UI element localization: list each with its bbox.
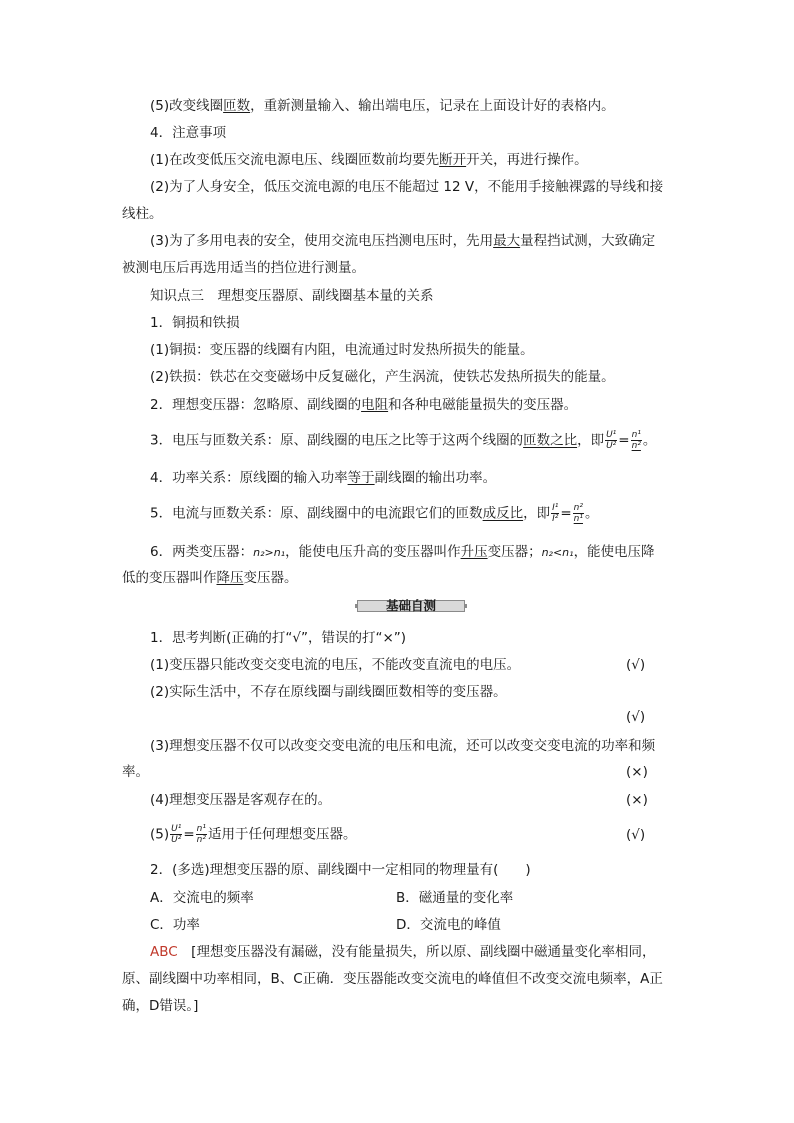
judgement-1-mark: (√) [626, 657, 646, 673]
note-1: (1)在改变低压交流电源电压、线圈匝数前均要先断开开关，再进行操作。 [150, 152, 588, 168]
self-test-badge: 基础自测 [357, 597, 465, 615]
option-d: D．交流电的峰值 [396, 917, 501, 933]
voltage-ratio-line: 3．电压与匝数关系：原、副线圈的电压之比等于这两个线圈的匝数之比，即 $\frac{\text{U¹}}{\text{U²}}$ = $\frac{\text{n¹}}{\text{n²}}$ 。 [150, 430, 657, 451]
transformer-types-line-1: 6．两类变压器：n₂>n₁，能使电压升高的变压器叫作升压变压器；n₂<n₁，能使电压降 [150, 544, 655, 560]
answer-key: ABC [150, 944, 178, 960]
loss-heading: 1．铜损和铁损 [150, 315, 240, 331]
step-5-line: (5)改变线圈匝数，重新测量输入、输出端电压，记录在上面设计好的表格内。 [150, 98, 615, 114]
note-2-line-2: 线柱。 [122, 206, 163, 222]
iron-loss: (2)铁损：铁芯在交变磁场中反复磁化，产生涡流，使铁芯发热所损失的能量。 [150, 369, 615, 385]
option-a: A．交流电的频率 [150, 890, 254, 906]
judgement-3-line-2: 率。 [122, 764, 149, 780]
judge5-lhs-fraction: $\frac{\text{U¹}}{\text{U²}}$ [171, 824, 182, 845]
knowledge-point-3-heading: 知识点三 理想变压器原、副线圈基本量的关系 [150, 288, 434, 304]
voltage-rhs-fraction: $\frac{\text{n¹}}{\text{n²}}$ [631, 430, 641, 451]
option-b: B．磁通量的变化率 [396, 890, 514, 906]
judge5-rhs-fraction: $\frac{\text{n¹}}{\text{n²}}$ [196, 824, 206, 845]
option-c: C．功率 [150, 917, 200, 933]
judgement-5-mark: (√) [626, 827, 646, 843]
section-4-heading: 4．注意事项 [150, 125, 227, 141]
judgement-5: (5) $\frac{\text{U¹}}{\text{U²}}$ = $\frac{\text{n¹}}{\text{n²}}$ 适用于任何理想变压器。 [150, 824, 357, 845]
judgement-4-mark: (×) [626, 792, 648, 808]
note-2-line-1: (2)为了人身安全，低压交流电源的电压不能超过 12 V，不能用手接触裸露的导线和接 [150, 179, 664, 195]
copper-loss: (1)铜损：变压器的线圈有内阻，电流通过时发热所损失的能量。 [150, 342, 534, 358]
note-3-line-1: (3)为了多用电表的安全，使用交流电压挡测电压时，先用最大量程挡试测，大致确定 [150, 233, 656, 249]
power-relation: 4．功率关系：原线圈的输入功率等于副线圈的输出功率。 [150, 470, 497, 486]
current-rhs-fraction: $\frac{\text{n²}}{\text{n¹}}$ [573, 503, 583, 524]
judgement-3-line-1: (3)理想变压器不仅可以改变交变电流的电压和电流，还可以改变交变电流的功率和频 [150, 738, 656, 754]
current-lhs-fraction: $\frac{\text{I¹}}{\text{I²}}$ [552, 503, 559, 524]
transformer-types-line-2: 低的变压器叫作降压变压器。 [122, 570, 298, 586]
note-3-line-2: 被测电压后再选用适当的挡位进行测量。 [122, 260, 365, 276]
answer-explanation-line-2: 原、副线圈中功率相同，B、C正确．变压器能改变交流电的峰值但不改变交流电频率，A正 [122, 971, 663, 987]
question-1-heading: 1．思考判断(正确的打“√”，错误的打“×”) [150, 630, 407, 646]
judgement-2: (2)实际生活中，不存在原线圈与副线圈匝数相等的变压器。 [150, 684, 507, 700]
answer-explanation-line-1: ABC [理想变压器没有漏磁，没有能量损失，所以原、副线圈中磁通量变化率相同， [150, 944, 656, 960]
judgement-4: (4)理想变压器是客观存在的。 [150, 792, 332, 808]
current-ratio-line: 5．电流与匝数关系：原、副线圈中的电流跟它们的匝数成反比，即 $\frac{\text{I¹}}{\text{I²}}$ = $\frac{\text{n²}}{\text{n¹}}$ 。 [150, 503, 599, 524]
ideal-transformer-def: 2．理想变压器：忽略原、副线圈的电阻和各种电磁能量损失的变压器。 [150, 397, 578, 413]
question-2-stem: 2．(多选)理想变压器的原、副线圈中一定相同的物理量有( ) [150, 862, 531, 878]
answer-explanation-line-3: 确，D错误。] [122, 998, 199, 1014]
judgement-3-mark: (×) [626, 764, 648, 780]
voltage-lhs-fraction: $\frac{\text{U¹}}{\text{U²}}$ [606, 430, 617, 451]
judgement-1: (1)变压器只能改变交变电流的电压，不能改变直流电的电压。 [150, 657, 521, 673]
judgement-2-mark: (√) [626, 709, 646, 725]
